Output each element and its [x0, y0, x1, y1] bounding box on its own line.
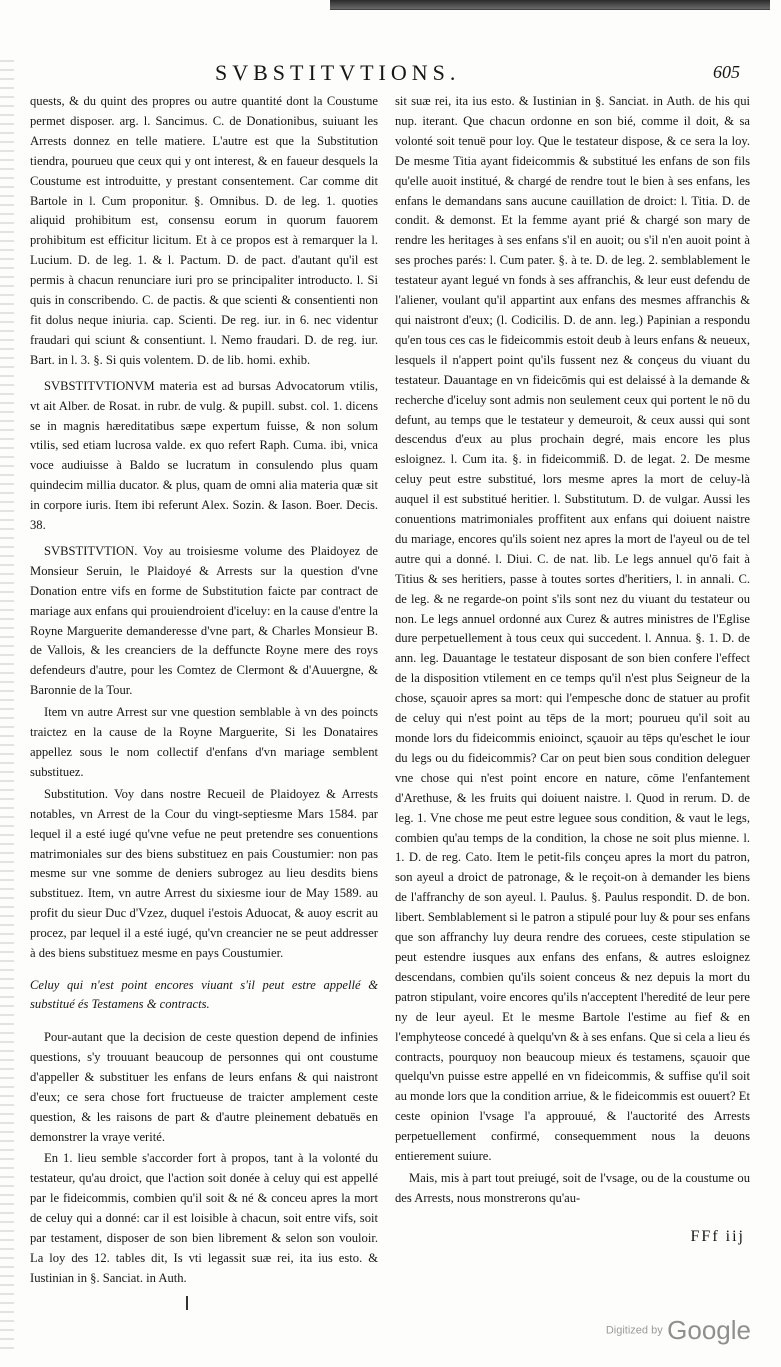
- paragraph: Pour-autant que la decision de ceste question depend de infinies questions, s'y trouuant beaucoup de personnes qui ont coustume d'appeller & substituer les enfans de leurs enfans & qui naistront d'eux; ce sera chose fort fructueuse de traicter amplement ceste question, & les raisons de part & d'autre pleinement debatuës en demonstrer la vraye verité.: [30, 1029, 378, 1144]
- paragraph: En 1. lieu semble s'accorder fort à propos, tant à la volonté du testateur, qu'au droict, que l'action soit donée à celuy qui est appellé par le fideicommis, combien qu'il soit & né & conceu apres la mort de celuy qui a donné: car il est loisible à chacun, soit entre vifs, soit par testament, disposer de son bien librement & selon son vouloir. La loy des 12. tables dit, Is vti legassit suæ rei, ita ius esto. & Iustinian in §. Sanciat. in Auth.: [30, 1151, 378, 1285]
- page-number: 605: [713, 62, 740, 82]
- running-title: SVBSTITVTIONS.: [215, 60, 461, 85]
- paragraph: Mais, mis à part tout preiugé, soit de l'vsage, ou de la coustume ou des Arrests, nous monstrerons qu'au-: [395, 1170, 750, 1205]
- digitization-watermark: [606, 1315, 751, 1346]
- ink-mark: [186, 1296, 188, 1310]
- section-heading: Celuy qui n'est point encores viuant s'il peut estre appellé & substitué és Testamens & contracts.: [30, 977, 378, 1011]
- right-column: [395, 92, 750, 1209]
- watermark-prefix: Digitized by: [605, 1324, 663, 1337]
- paragraph: Substitution. Voy dans nostre Recueil de Plaidoyez & Arrests notables, vn Arrest de la Cour du vingt-septiesme Mars 1584. par lequel il a esté iugé qu'vne vefue ne peut pretendre ses conuentions matrimoniales sur des biens substituez en pais Coustumier: non pas mesme sur vne somme de deniers subrogez au lieu desdits biens substituez. Item, vn autre Arrest du sixiesme iour de May 1589. au profit du sieur Duc d'Vzez, duquel i'estois Aduocat, & auoy escrit au procez, par lequel il a esté iugé, qu'vn creancier ne se peut addresser à des biens substituez mesme en pays Coustumier.: [30, 786, 378, 961]
- page-header: [30, 58, 760, 92]
- signature-mark: FFf iij: [690, 1228, 745, 1245]
- top-printed-rule: [330, 0, 770, 10]
- binding-edge: [0, 60, 14, 1350]
- paragraph: SVBSTITVTION. Voy au troisiesme volume des Plaidoyez de Monsieur Seruin, le Plaidoyé & Arrests sur la question d'vne Donation entre vifs en forme de Substitution faicte par contract de mariage aux enfans qui prouiendroient d'iceluy: en la cause d'entre la Royne Marguerite demanderesse d'vne part, & Charles Monsieur B. de Vallois, & les creanciers de la deffuncte Royne mere des roys defendeurs d'autre, pour les Comtez de Clermont & d'Auuergne, & Baronnie de la Tour.: [30, 543, 378, 698]
- paragraph: SVBSTITVTIONVM materia est ad bursas Advocatorum vtilis, vt ait Alber. de Rosat. in rubr. de vulg. & pupill. subst. col. 1. dicens se in magnis hæreditatibus sæpe expertum fuisse, & non solum vtilis, sed etiam lucrosa valde. ex quo refert Raph. Cuma. ibi, vnica voce audiuisse à Baldo se lucratum in consulendo plus quam quindecim millia ducator. & plus, quam de omni alia materia quæ sit in corpore iuris. Item ibi referunt Alex. Sozin. & Iason. Boer. Decis. 38.: [30, 378, 378, 533]
- paragraph: sit suæ rei, ita ius esto. & Iustinian in §. Sanciat. in Auth. de his qui nup. iterant. Que chacun ordonne en son bié, comme il doit, & sa volonté soit tenuë pour loy. Que le testateur dispose, & ce sera la loy. De mesme Titia ayant fideicommis & substitué les enfans de son fils qu'elle auoit institué, & chargé de rendre tout le bien à ses enfans, les enfans le demandans sans aucune cauillation de droict: l. Titia. D. de condit. & demonst. Et la femme ayant prié & chargé son mary de rendre les heritages à ses enfans s'il en auoit; ou s'il n'en auoit point à ses proches parés: l. Cum pater. §. à te. D. de leg. 2. semblablement le testateur ayant legué vn fonds à ses affranchis, & leur eust defendu de l'aliener, voulant qu'il appartint aux enfans des mesmes affranchis & qui naistront d'eux; (l. Codicilis. D. de ann. leg.) Papinian a respondu qu'en tous ces cas le fideicommis estoit deub à leurs enfans & neueux, lesquels il n'appert point qu'ils fussent nez & conçeus du viuant du testateur. Dauantage en vn fideicōmis qui est delaissé à la demande & recherche d'iceluy sont admis non seulement ceux qui portent le nō du defunt, au temps que le testateur y demeuroit, & ceux aussi qui sont descendus d'eux au plus prochain degré, mais encore les plus esloignez. l. Cum ita. §. in fideicommiß. D. de legat. 2. De mesme celuy peut estre substitué, lors mesme apres la mort de celuy-là auquel il est substitué heritier. l. Substitutum. D. de vulgar. Aussi les conuentions matrimoniales proffitent aux enfans qui doiuent naistre du mariage, encores qu'ils soient nez apres la mort de l'ayeul ou de tel autre qui a donné. l. Diui. C. de nat. lib. Le legs annuel qu'ō fait à Titius & ses heritiers, passe à toutes sortes d'heritiers, l. in annali. C. de leg. & ne regarde-on point s'ils sont nez du viuant du testateur ou non. Le legs annuel ordonné aux Curez & autres ministres de l'Eglise dure perpetuellement à tous ceux qui succedent. l. Annua. §. 1. D. de ann. leg. Dauantage le testateur disposant de son bien confere l'effect de la disposition vtilement en ce temps qu'il n'est plus Seigneur de la chose, sçauoir apres sa mort: qui l'empesche donc de statuer au profit de celuy qui n'est point au tēps de la mort; pourueu qu'il soit au monde lors du fideicommis enioinct, sçauoir au tēps qu'eschet le iour du legs ou du fideicommis? Car on peut bien sous condition deleguer vne chose qui n'est point encore en nature, cōme l'enfantement d'Arethuse, & les fruits qui doiuent naistre. l. Quod in rerum. D. de leg. 1. Vne chose me peut estre leguee sous condition, & vaut le legs, combien qu'au temps de la condition, la chose ne soit plus mienne. l. 1. D. de reg. Cato. Item le petit-fils conçeu apres la mort du patron, son ayeul a droict de patronage, & le reçoit-on à demander les biens de l'affranchy de son ayeul. l. Paulus. §. Paulus respondit. D. de bon. libert. Semblablement si le patron a stipulé pour luy & pour ses enfans que son affranchy luy deura rendre des coruees, ceste stipulation se peut estendre iusques aux enfans des enfans, & autres esloignez descendans, combien qu'ils soient conceus & nez depuis la mort du patron stipulant, voire encores qu'ils n'acceptent l'heredité de leur pere ny de leur ayeul. Et le mesme Bartole l'estime au fief & en l'emphyteose concedé à quelqu'vn & à ses enfans. Que si cela a lieu és contracts, pourquoy non beaucoup mieux és testamens, sçauoir que quelqu'vn puisse estre appellé en vn fideicommis, & suffise qu'il soit au monde lors que la condition arriue, & le fideicommis est ouuert? Et ceste opinion l'vsage l'a approuué, & l'auctorité des Arrests perpetuellement confirmé, consequemment nous la deuons entierement suiure.: [395, 94, 750, 1164]
- paragraph: Item vn autre Arrest sur vne question semblable à vn des poincts traictez en la cause de la Royne Marguerite, Si les Donataires appellez sous le nom collectif d'enfans d'vn mariage semblent substituez.: [30, 705, 378, 779]
- left-column: [30, 92, 378, 1289]
- watermark-brand: Google: [667, 1315, 751, 1345]
- paragraph: quests, & du quint des propres ou autre quantité dont la Coustume permet disposer. arg. l. Sancimus. C. de Donationibus, suiuant les Arrests donnez en telle matiere. L'autre est que la Substitution tiendra, pourueu que ceux qui y ont interest, & en faueur desquels la Coustume est introduitte, y prestant consentement. Car comme dit Bartole in l. Cum proponitur. §. Omnibus. D. de leg. 1. quoties aliquid prohibitum est, consensu eorum in quorum fauorem prohibitum est efficitur licitum. Et à ce propos est à remarquer la l. Lucium. D. de leg. 1. & l. Pactum. D. de pact. d'autant qu'il est permis à chacun renunciare iuri pro se principaliter introducto. l. Si quis in conscribendo. C. de pactis. & que scienti & consentienti non fit dolus neque iniuria. cap. Scienti. De reg. iur. in 6. nec videntur fraudari qui sciunt & consentiunt. l. Nemo fraudari. D. de reg. iur. Bart. in l. 3. §. Si quis volentem. D. de lib. homi. exhib.: [30, 94, 378, 367]
